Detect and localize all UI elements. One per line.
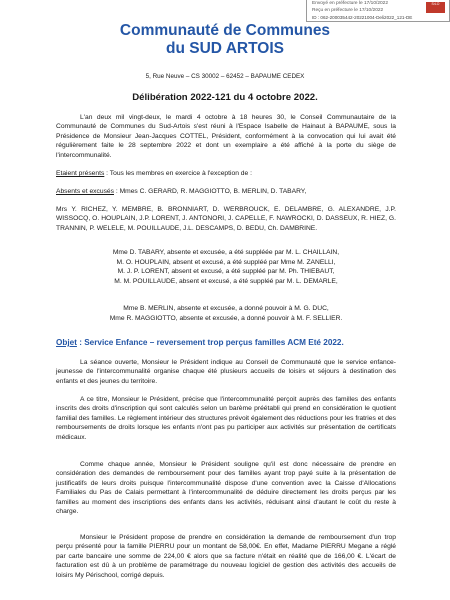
stamp-sent: Envoyé en préfecture le 17/10/2022 <box>312 1 389 6</box>
paragraph-1: La séance ouverte, Monsieur le Président indique au Conseil de Communauté que le service enfance-jeunesse de l'intercommunalité organise chaque été plusieurs accueils de loisirs et séjours à destination des enfants et des jeunes du territoire. <box>56 359 396 385</box>
present-line <box>56 169 396 178</box>
absent-label: Absents et excusés <box>56 188 114 195</box>
proxy-2: Mme R. MAGGIOTTO, absente et excusée, a donné pouvoir à M. F. SELLIER. <box>109 314 343 322</box>
stamp-id: ID : 062-200035442-20221004-Deli2022_121-DE <box>312 15 413 20</box>
absent-men-list: Mrs Y. RICHEZ, Y. MEMBRE, B. BRONNIART, D. WERBROUCK, E. DELAMBRE, G. ALEXANDRE, J.P. WISSOCQ, O. HOUPLAIN, J.P. LORENT, J. ANTONORI, J. CAPELLE, F. NAWROCKI, D. DASSEUX, R. HIEZ, G. TRANNIN, P. WELELE, M. POUILLAUDE, J.L. DESCAMPS, D. BEDU, Ch. DAMBRINE. <box>56 206 396 232</box>
substitute-2: M. O. HOUPLAIN, absent et excusé, a été suppléé par Mme M. ZANELLI, <box>116 258 336 266</box>
paragraph-4: Monsieur le Président propose de prendre en considération la demande de remboursement d'un trop perçu présenté pour la famille PIERRU pour un montant de 58,00€. En effet, Madame PIERRU Megane a réglé par carte bancaire une somme de 224,00 € alors que sa facture n'était en réalité que de 166,00 €. L'écart de facturation est dû à un problème de paramétrage du nouveau logiciel de gestion des activités des accueils de loisirs My Périschool, corrigé depuis. <box>56 534 396 579</box>
stamp-received: Reçu en préfecture le 17/10/2022 <box>312 8 384 13</box>
intro-paragraph: L'an deux mil vingt-deux, le mardi 4 octobre à 18 heures 30, le Conseil Communautaire de la Communauté de Communes du Sud-Artois s'est réuni à l'Espace Isabelle de Hainaut à BAPAUME, sous la Présidence de Monsieur Jean-Jacques COTTEL, Président, conformément à la convocation qui lui avait été régulièrement faite le 28 septembre 2022 et dont un exemplaire a été affiché à la porte du siège de l'intercommunalité. <box>56 114 396 159</box>
substitute-4: M. M. POUILLAUDE, absent et excusé, a été suppléé par M. L. DEMARLE, <box>114 277 338 285</box>
absent-line <box>56 187 396 196</box>
org-address: 5, Rue Neuve – CS 30002 – 62452 – BAPAUME CEDEX <box>145 73 305 80</box>
stamp-logo-icon: S²LO <box>426 2 445 13</box>
org-title-line2: du SUD ARTOIS <box>166 40 284 57</box>
paragraph-2: A ce titre, Monsieur le Président, précise que l'intercommunalité perçoit auprès des familles des enfants inscrits des droits d'inscription qui sont calculés selon un barème préétabli qui prend en considération le quotient familial des familles. Le règlement intérieur des structures prévoit également des réductions pour les fratries et des remboursements de droits lorsque les enfants n'ont pas pu participer aux activités sur présentation de certificats médicaux. <box>56 396 396 441</box>
objet-heading <box>56 338 416 347</box>
objet-text: : Service Enfance – reversement trop perçus familles ACM Eté 2022. <box>76 338 344 347</box>
paragraph-3: Comme chaque année, Monsieur le Président souligne qu'il est donc nécessaire de prendre en considération des demandes de remboursement pour des familles ayant trop payé suite à la présentation de justificatifs de leurs droits puisque l'intercommunalité dispose d'une convention avec la Caisse d'Allocations Familiales du Pas de Calais permettant à l'intercommunalité de déduire directement les droits perçus par les familles au moment des inscriptions des enfants dans les activités, réduisant ainsi d'autant le coût du reste à charge. <box>56 461 396 516</box>
absent-text: : Mmes C. GERARD, R. MAGGIOTTO, B. MERLIN, D. TABARY, <box>114 188 307 195</box>
present-label: Etaient présents <box>56 170 105 177</box>
present-text: : Tous les membres en exercice à l'exception de : <box>104 170 252 177</box>
substitute-1: Mme D. TABARY, absente et excusée, a été suppléée par M. L. CHAILLAIN, <box>112 249 340 256</box>
org-title-line1: Communauté de Communes <box>119 22 331 39</box>
deliberation-heading: Délibération 2022-121 du 4 octobre 2022. <box>132 92 318 103</box>
prefecture-stamp <box>306 0 450 22</box>
objet-label: Objet <box>56 338 77 347</box>
substitute-3: M. J. P. LORENT, absent et excusé, a été suppléé par M. Ph. THIEBAUT, <box>117 268 335 275</box>
proxy-1: Mme B. MERLIN, absente et excusée, a donné pouvoir à M. G. DUC, <box>123 305 329 312</box>
